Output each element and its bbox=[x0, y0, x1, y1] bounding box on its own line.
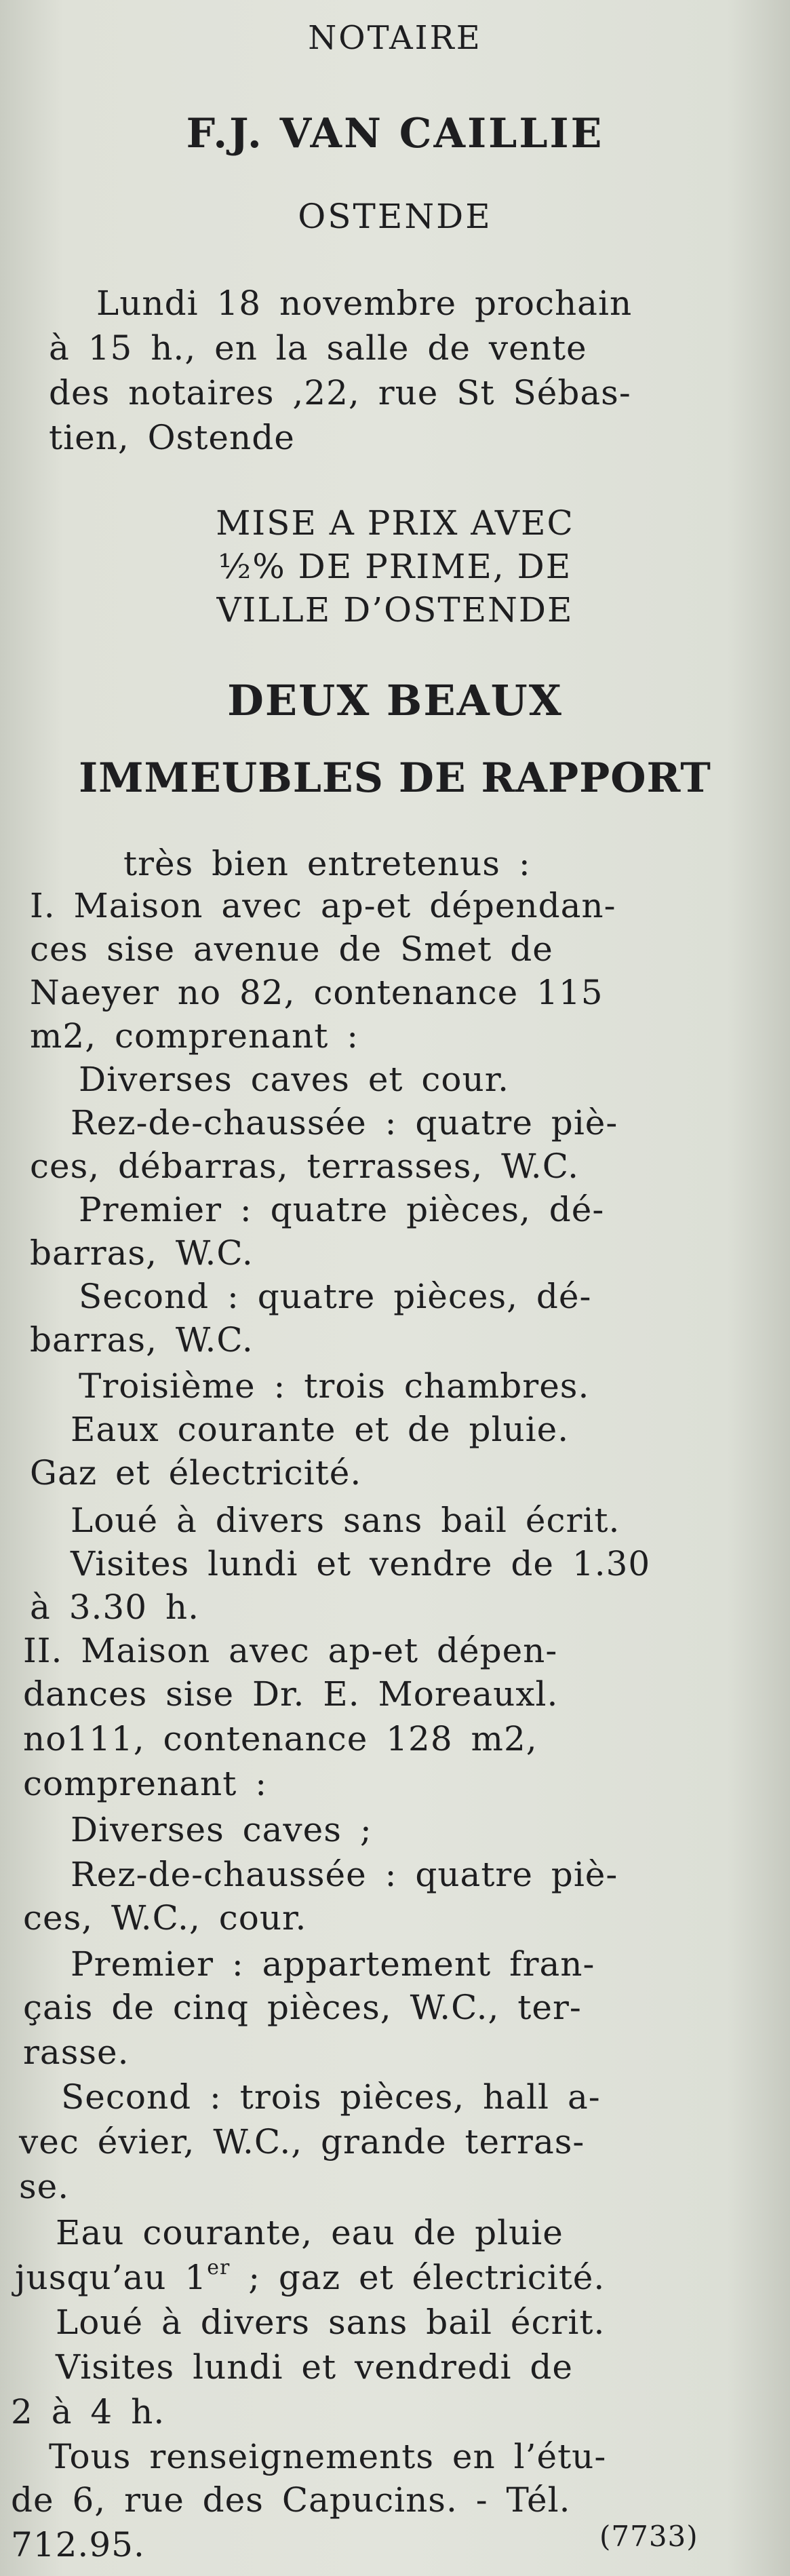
body-line-14: Eaux courante et de pluie. bbox=[71, 1410, 570, 1449]
header-notaire: NOTAIRE bbox=[308, 19, 482, 57]
intro-line-1: Lundi 18 novembre prochain bbox=[96, 284, 633, 323]
body-line-16: Loué à divers sans bail écrit. bbox=[71, 1501, 620, 1540]
body-line-19: II. Maison avec ap-et dépen- bbox=[23, 1631, 558, 1670]
body-line-37: Tous renseignements en l’étu- bbox=[49, 2437, 607, 2476]
body-line-32: Eau courante, eau de pluie bbox=[56, 2213, 564, 2252]
header-city: OSTENDE bbox=[298, 197, 492, 236]
body-line-20: dances sise Dr. E. Moreauxl. bbox=[23, 1674, 559, 1714]
gaz-text: ; gaz et électricité. bbox=[230, 2258, 606, 2297]
body-line-23: Diverses caves ; bbox=[71, 1810, 372, 1849]
body-line-38: de 6, rue des Capucins. - Tél. bbox=[11, 2480, 571, 2520]
body-line-6: Diverses caves et cour. bbox=[79, 1060, 510, 1099]
mise-line-3: VILLE D’OSTENDE bbox=[216, 590, 574, 630]
body-line-21: no111, contenance 128 m2, bbox=[23, 1719, 538, 1758]
body-line-26: Premier : appartement fran- bbox=[71, 1944, 595, 1984]
body-line-25: ces, W.C., cour. bbox=[23, 1898, 307, 1938]
body-line-30: vec évier, W.C., grande terras- bbox=[19, 2122, 585, 2161]
body-line-34: Loué à divers sans bail écrit. bbox=[56, 2303, 606, 2342]
reference-number: (7733) bbox=[599, 2520, 698, 2553]
body-line-15: Gaz et électricité. bbox=[30, 1453, 362, 1493]
body-line-31: se. bbox=[19, 2167, 70, 2206]
body-line-3: ces sise avenue de Smet de bbox=[30, 929, 553, 969]
body-line-39: 712.95. bbox=[11, 2525, 145, 2564]
body-line-29: Second : trois pièces, hall a- bbox=[61, 2077, 601, 2117]
body-line-18: à 3.30 h. bbox=[30, 1588, 200, 1627]
intro-line-2: à 15 h., en la salle de vente bbox=[49, 328, 587, 368]
body-line-22: comprenant : bbox=[23, 1764, 268, 1803]
intro-line-3: des notaires ,22, rue St Sébas- bbox=[49, 373, 631, 412]
header-name: F.J. VAN CAILLIE bbox=[186, 110, 604, 157]
jusqu-text: jusqu’au 1 bbox=[15, 2258, 208, 2297]
title-line-2: IMMEUBLES DE RAPPORT bbox=[79, 754, 711, 802]
body-line-36: 2 à 4 h. bbox=[11, 2392, 165, 2431]
body-line-11: Second : quatre pièces, dé- bbox=[79, 1277, 592, 1316]
body-line-4: Naeyer no 82, contenance 115 bbox=[30, 973, 604, 1012]
body-line-35: Visites lundi et vendredi de bbox=[56, 2347, 573, 2387]
body-line-24: Rez-de-chaussée : quatre piè- bbox=[71, 1855, 618, 1894]
body-line-8: ces, débarras, terrasses, W.C. bbox=[30, 1147, 580, 1186]
body-line-12: barras, W.C. bbox=[30, 1320, 254, 1360]
body-line-33 bbox=[15, 2258, 605, 2297]
body-line-7: Rez-de-chaussée : quatre piè- bbox=[71, 1103, 618, 1142]
body-line-13: Troisième : trois chambres. bbox=[79, 1366, 590, 1406]
mise-line-1: MISE A PRIX AVEC bbox=[216, 503, 574, 543]
body-line-10: barras, W.C. bbox=[30, 1233, 254, 1273]
mise-line-2: ½% DE PRIME, DE bbox=[218, 547, 572, 586]
superscript-er: er bbox=[207, 2256, 231, 2280]
body-line-27: çais de cinq pièces, W.C., ter- bbox=[23, 1988, 582, 2027]
body-line-2: I. Maison avec ap-et dépendan- bbox=[30, 886, 616, 925]
body-line-1: très bien entretenus : bbox=[123, 844, 531, 883]
body-line-17: Visites lundi et vendre de 1.30 bbox=[71, 1544, 651, 1583]
body-line-9: Premier : quatre pièces, dé- bbox=[79, 1190, 605, 1229]
body-line-28: rasse. bbox=[23, 2033, 130, 2072]
intro-line-4: tien, Ostende bbox=[49, 418, 295, 457]
title-line-1: DEUX BEAUX bbox=[227, 676, 563, 725]
body-line-5: m2, comprenant : bbox=[30, 1016, 359, 1056]
